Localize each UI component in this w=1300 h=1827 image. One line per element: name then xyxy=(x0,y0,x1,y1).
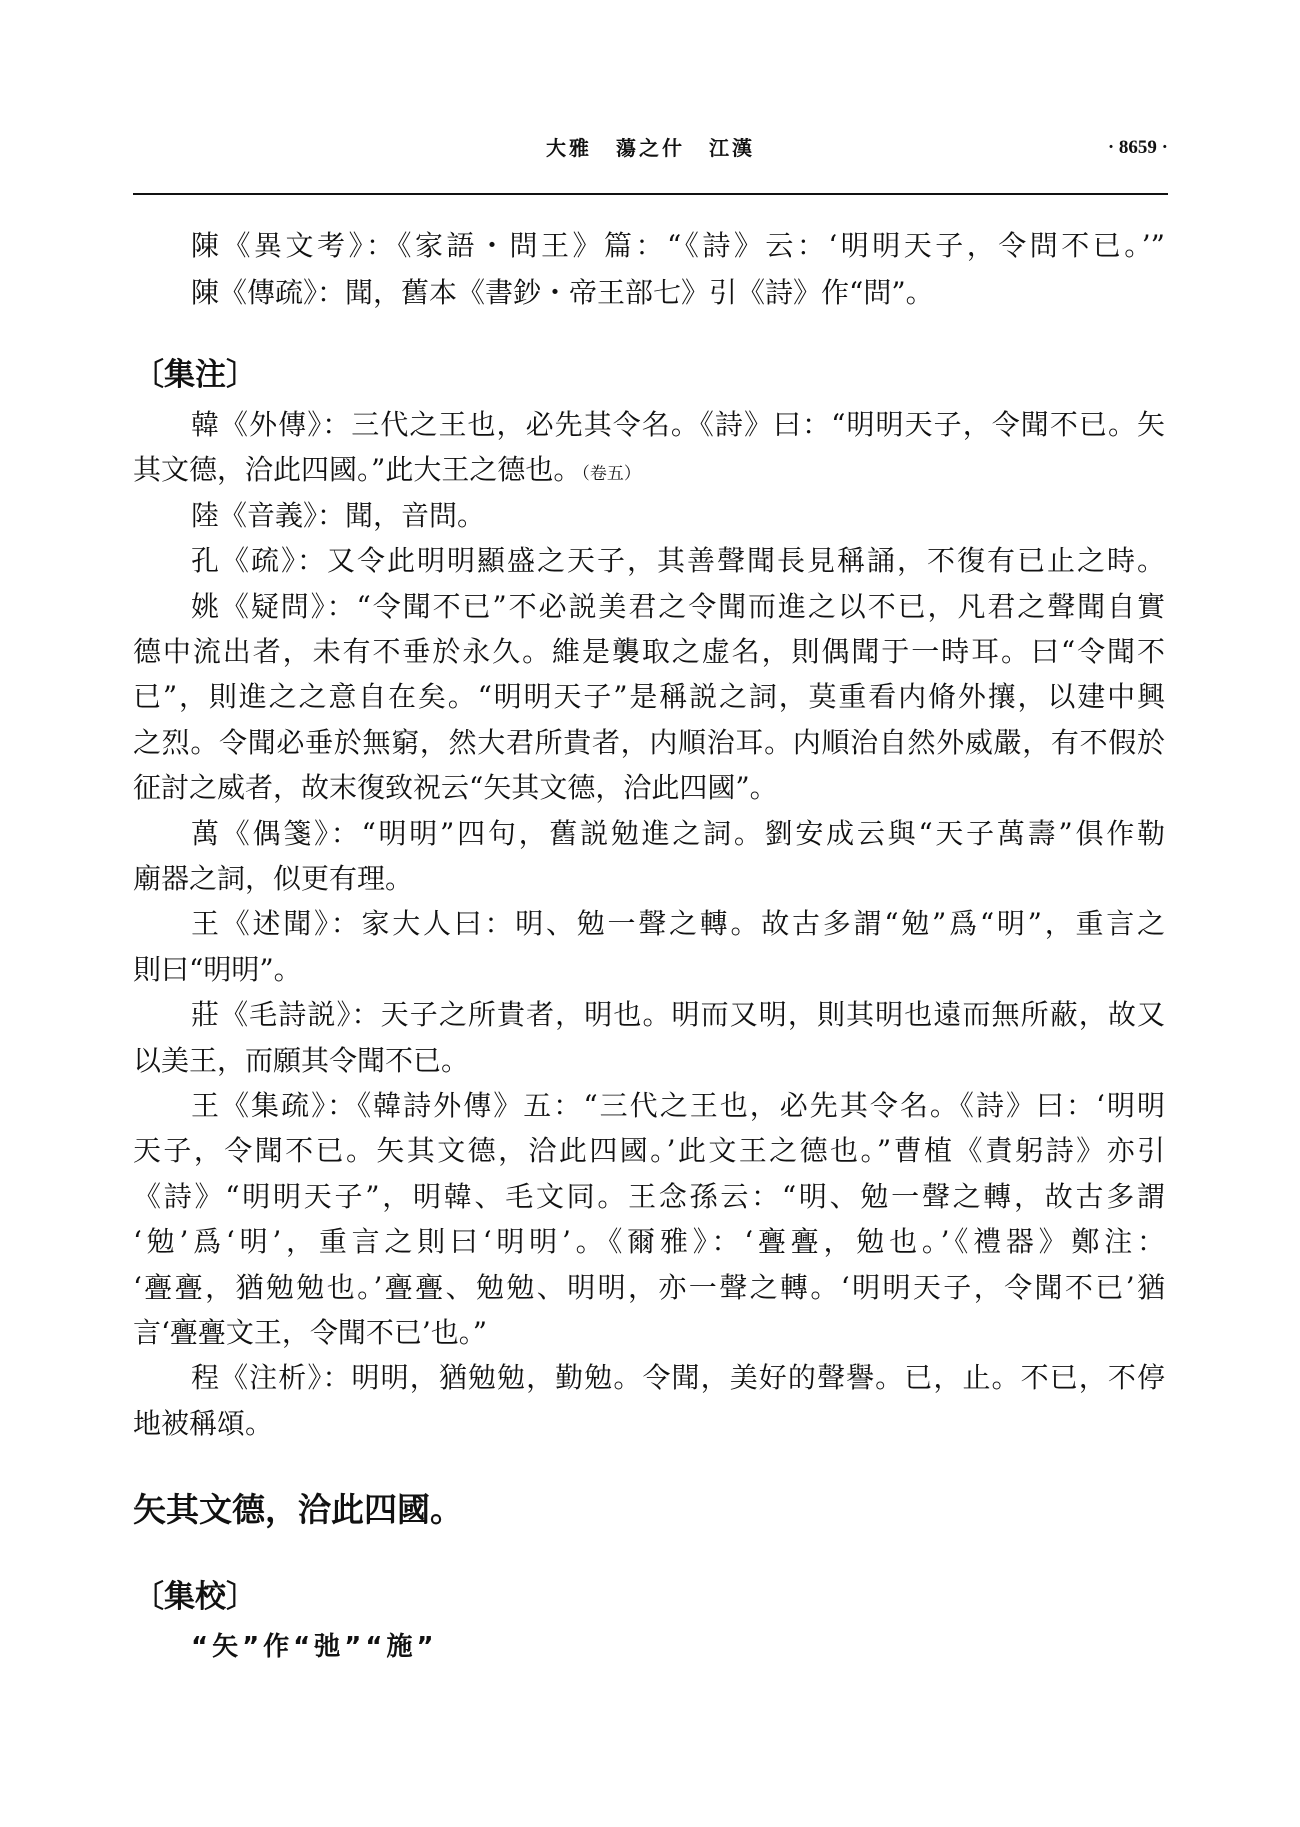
section-heading-jijiao: 〔集校〕 xyxy=(133,1579,257,1615)
line-text: 以美王，而願其令聞不已。 xyxy=(133,1044,470,1077)
section-heading-jizhu: 〔集注〕 xyxy=(133,357,257,393)
line-text: ‘亹亹，猶勉勉也。’亹亹、勉勉、明明，亦一聲之轉。‘明明天子，令聞不已’猶 xyxy=(133,1271,1165,1304)
line-text: 德中流出者，未有不垂於永久。維是襲取之虚名，則偶聞于一時耳。曰“令聞不 xyxy=(133,635,1165,668)
paragraph-line xyxy=(133,1177,1165,1217)
line-text: 姚《疑問》：“令聞不已”不必説美君之令聞而進之以不已，凡君之聲聞自實 xyxy=(191,590,1165,623)
line-text: 天子，令聞不已。矢其文德，洽此四國。’此文王之德也。”曹植《責躬詩》亦引 xyxy=(133,1134,1165,1167)
line-text: 程《注析》：明明，猶勉勉，勤勉。令聞，美好的聲譽。已，止。不已，不停 xyxy=(191,1361,1165,1394)
paragraph-line: 陳《異文考》：《家語・問王》篇：“《詩》云：‘明明天子，令問不已。’” xyxy=(191,229,1165,262)
line-text: 廟器之詞，似更有理。 xyxy=(133,862,414,895)
running-title-part: 蕩之什 xyxy=(616,136,685,160)
line-text: 萬《偶箋》：“明明”四句，舊説勉進之詞。劉安成云與“天子萬壽”俱作勒 xyxy=(191,817,1165,850)
line-text: 《詩》“明明天子”，明韓、毛文同。王念孫云：“明、勉一聲之轉，故古多謂 xyxy=(133,1180,1165,1213)
paragraph-line xyxy=(133,1268,1165,1308)
line-text: 韓《外傳》：三代之王也，必先其令名。《詩》曰：“明明天子，令聞不已。矢 xyxy=(191,408,1165,441)
paragraph-line xyxy=(133,768,1165,808)
paragraph-line xyxy=(133,405,1165,445)
running-title-part: 大雅 xyxy=(546,136,592,160)
line-text: 則曰“明明”。 xyxy=(133,953,302,986)
paragraph-line xyxy=(133,904,1165,944)
paragraph-line xyxy=(133,814,1165,854)
paragraph-line xyxy=(133,1358,1165,1398)
line-text: 征討之威者，故末復致祝云“矢其文德，洽此四國”。 xyxy=(133,771,778,804)
line-text: 之烈。令聞必垂於無窮，然大君所貴者，内順治耳。内順治自然外威嚴，有不假於 xyxy=(133,726,1165,759)
paragraph-line xyxy=(133,1404,1165,1444)
paragraph-line xyxy=(133,677,1165,717)
paragraph-line xyxy=(133,1222,1165,1262)
line-text: 王《集疏》：《韓詩外傳》五：“三代之王也，必先其令名。《詩》曰：‘明明 xyxy=(191,1089,1165,1122)
line-text: 地被稱頌。 xyxy=(133,1407,274,1440)
paragraph-line xyxy=(133,541,1165,581)
paragraph-line xyxy=(133,950,1165,990)
paragraph-line xyxy=(133,1041,1165,1081)
line-text: 孔《疏》：又令此明明顯盛之天子，其善聲聞長見稱誦，不復有已止之時。 xyxy=(191,544,1165,577)
verse-heading: 矢其文德，洽此四國。 xyxy=(133,1490,463,1529)
line-text: 已”，則進之之意自在矣。“明明天子”是稱説之詞，莫重看内脩外攘，以建中興 xyxy=(133,680,1165,713)
line-text: 莊《毛詩説》：天子之所貴者，明也。明而又明，則其明也遠而無所蔽，故又 xyxy=(191,998,1165,1031)
paragraph-line xyxy=(133,859,1165,899)
paragraph-line xyxy=(133,1131,1165,1171)
line-text: 言‘亹亹文王，令聞不已’也。” xyxy=(133,1316,488,1349)
paragraph-line xyxy=(133,450,1165,490)
paragraph-line xyxy=(133,496,1165,536)
page-number: · 8659 · xyxy=(1107,137,1168,158)
paragraph-line xyxy=(133,1313,1165,1353)
paragraph-line xyxy=(133,1086,1165,1126)
running-title xyxy=(133,130,1168,166)
line-text: ‘勉’爲‘明’，重言之則曰‘明明’。《爾雅》：‘亹亹，勉也。’《禮器》鄭注： xyxy=(133,1225,1165,1258)
variant-reading: “矢”作“弛”“施” xyxy=(191,1632,438,1662)
header-rule xyxy=(133,193,1168,195)
line-text: 陸《音義》：聞，音問。 xyxy=(191,499,486,532)
paragraph-line xyxy=(133,632,1165,672)
paragraph-line: 陳《傳疏》：聞，舊本《書鈔・帝王部七》引《詩》作“問”。 xyxy=(191,276,934,309)
paragraph-line xyxy=(133,995,1165,1035)
line-text: 王《述聞》：家大人曰：明、勉一聲之轉。故古多謂“勉”爲“明”，重言之 xyxy=(191,907,1165,940)
running-head xyxy=(133,130,1168,166)
line-text: 其文德，洽此四國。”此大王之德也。 xyxy=(133,453,582,486)
paragraph-line xyxy=(133,587,1165,627)
volume-note: （卷五） xyxy=(581,464,641,484)
running-title-part: 江漢 xyxy=(709,136,755,160)
paragraph-line xyxy=(133,723,1165,763)
